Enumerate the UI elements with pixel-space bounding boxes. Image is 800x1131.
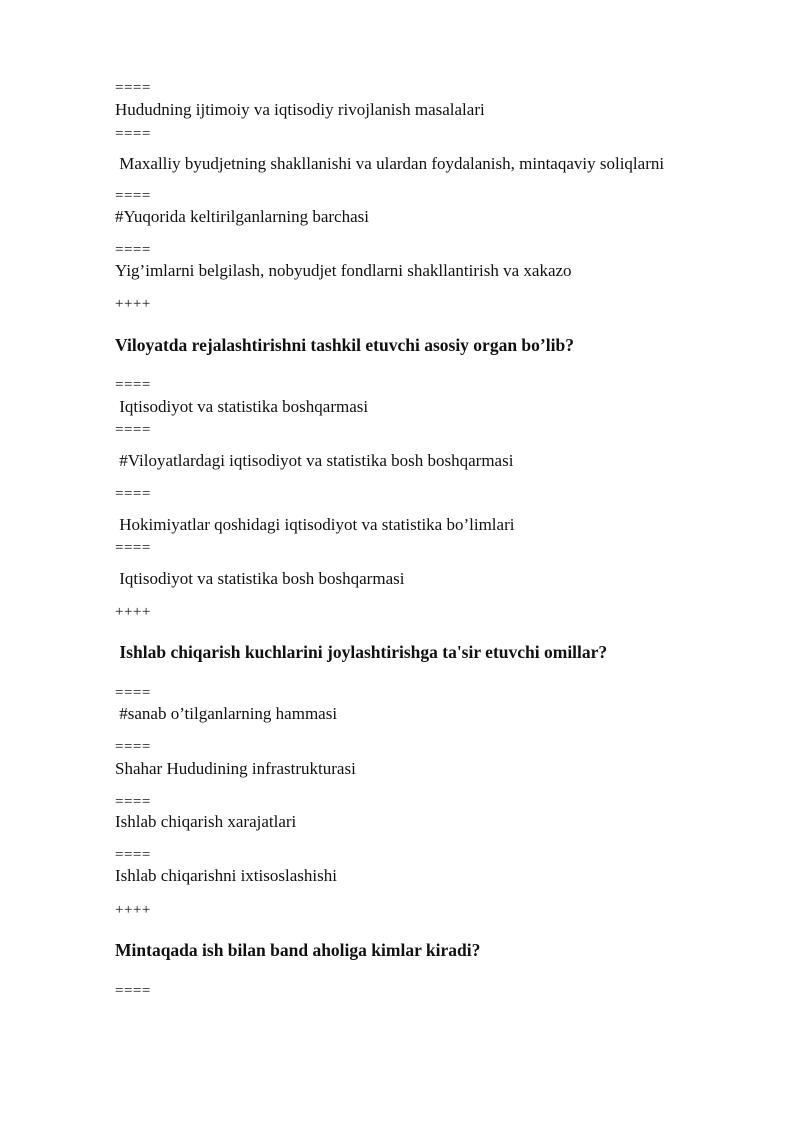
answer-option: #sanab o’tilganlarning hammasi — [115, 704, 338, 723]
answer-option: Yig’imlarni belgilash, nobyudjet fondlarni shakllantirish va xakazo — [115, 261, 572, 280]
separator: ==== — [115, 422, 151, 438]
answer-option: Hokimiyatlar qoshidagi iqtisodiyot va statistika bo’limlari — [115, 515, 515, 534]
answer-option: #Yuqorida keltirilganlarning barchasi — [115, 207, 369, 226]
separator: ==== — [115, 739, 151, 755]
separator: ==== — [115, 847, 151, 863]
separator: ==== — [115, 685, 151, 701]
answer-option: Ishlab chiqarishni ixtisoslashishi — [115, 866, 337, 885]
separator: ==== — [115, 188, 151, 204]
separator: ==== — [115, 377, 151, 393]
answer-option: Iqtisodiyot va statistika bosh boshqarmasi — [115, 569, 405, 588]
answer-option: Ishlab chiqarish xarajatlari — [115, 812, 297, 831]
answer-option: Maxalliy byudjetning shakllanishi va ulardan foydalanish, mintaqaviy soliqlarni — [115, 154, 665, 173]
question-title: Viloyatda rejalashtirishni tashkil etuvchi asosiy organ bo’lib? — [115, 335, 574, 355]
separator: ==== — [115, 126, 151, 142]
separator: ==== — [115, 794, 151, 810]
separator: ==== — [115, 540, 151, 556]
question-title: Ishlab chiqarish kuchlarini joylashtirishga ta'sir etuvchi omillar? — [115, 642, 608, 662]
answer-option: Iqtisodiyot va statistika boshqarmasi — [115, 397, 369, 416]
answer-option: Hududning ijtimoiy va iqtisodiy rivojlanish masalalari — [115, 100, 485, 119]
separator: ++++ — [115, 902, 151, 918]
question-title: Mintaqada ish bilan band aholiga kimlar kiradi? — [115, 940, 481, 960]
separator: ==== — [115, 242, 151, 258]
answer-option: #Viloyatlardagi iqtisodiyot va statistika bosh boshqarmasi — [115, 451, 514, 470]
answer-option: Shahar Hududining infrastrukturasi — [115, 759, 356, 778]
separator: ==== — [115, 983, 151, 999]
separator: ++++ — [115, 296, 151, 312]
separator: ==== — [115, 486, 151, 502]
separator: ++++ — [115, 604, 151, 620]
separator: ==== — [115, 80, 151, 96]
